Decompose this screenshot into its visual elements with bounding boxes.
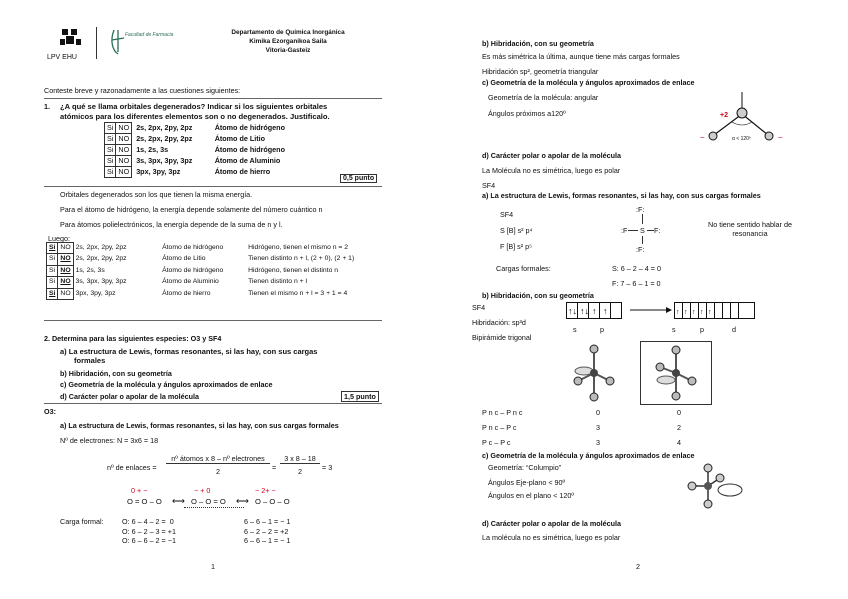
luego-row: [47, 277, 357, 288]
rule: [44, 320, 382, 321]
no-box[interactable]: NO: [116, 123, 132, 134]
svg-text:↑: ↑: [700, 309, 704, 316]
faculty-logo-icon: [108, 26, 174, 58]
dept-line-1: Departamento de Química Inorgánica: [231, 29, 345, 36]
lewis-s-conf: S [B] s² p⁴: [500, 226, 533, 235]
o3-electrons: Nº de electrones: N = 3x6 = 18: [60, 436, 159, 445]
o3-charges-2: − + 0: [194, 486, 211, 495]
cargas-s: S: 6 – 2 – 4 = 0: [612, 264, 661, 273]
repulsion-value-2: 4: [677, 438, 681, 447]
svg-text:↑↓: ↑↓: [568, 306, 577, 316]
carga-col-2: 6 – 6 – 1 = − 1 6 – 2 – 2 = +2 6 – 6 – 1 = − 1: [244, 517, 291, 545]
orbitals: 3s, 3px, 3py, 3pz: [75, 278, 127, 286]
atom: Átomo de hierro: [162, 289, 211, 297]
q2-line: 2. Determina para las siguientes especies: O3 y SF4: [44, 334, 222, 343]
page-number-2: 2: [636, 562, 640, 571]
q1-option-row: [105, 145, 317, 156]
orbitals: 2s, 2px, 2py, 2pz: [136, 123, 193, 132]
frac1-num: nº átomos x 8 – nº electrones: [166, 454, 270, 464]
logo-left-text: LPV EHU: [47, 54, 77, 61]
orbital-d-label: d: [732, 325, 736, 334]
repulsion-value-2: 2: [677, 423, 681, 432]
equals: =: [272, 463, 277, 472]
dept-line-3: Vitoria-Gasteiz: [265, 47, 311, 54]
si-box[interactable]: Si: [105, 123, 116, 134]
orbital-s-label-1: s: [573, 325, 577, 334]
logo-divider: [96, 27, 97, 59]
reason: Tienen distinto n + l, (2 + 0), (2 + 1): [248, 255, 355, 263]
p2-d-line: La Molécula no es simétrica, luego es polar: [482, 166, 621, 175]
mol1-charge-left: −: [700, 133, 705, 142]
mol1-charge-top: +2: [720, 112, 728, 119]
reason: Hidrógeno, tienen el mismo n = 2: [248, 244, 349, 251]
c2-line2: Ángulos Eje-plano < 90º: [488, 478, 566, 487]
enlaces-result: = 3: [322, 463, 333, 472]
q1-answer-3: Para átomos polielectrónicos, la energía depende de la suma de n y l.: [60, 220, 283, 229]
no-box[interactable]: NO: [116, 156, 132, 167]
rule: [44, 186, 382, 187]
o3-resonance-3: O – O – O: [255, 497, 290, 506]
si-box[interactable]: Si: [47, 265, 58, 276]
repulsion-label: P c – P c: [482, 438, 511, 447]
q1-answer-1: Orbitales degenerados son los que tienen la misma energía.: [60, 190, 253, 199]
o3-charges-1: 0 + −: [131, 486, 148, 495]
q1-options-table: [104, 122, 317, 178]
resonance-arrow: ⟷: [236, 496, 249, 506]
no-box[interactable]: NO: [58, 243, 73, 254]
o3-resonance-1: O = O – O: [127, 497, 162, 506]
si-box[interactable]: Si: [47, 277, 58, 288]
luego-row: [47, 254, 357, 265]
o3-a: a) La estructura de Lewis, formas resonantes, si las hay, con sus cargas formales: [60, 421, 339, 430]
q1-option-row: [105, 134, 317, 145]
no-sentido: No tiene sentido hablar de: [708, 220, 792, 229]
repulsion-value-1: 3: [596, 438, 600, 447]
repulsion-value-1: 0: [596, 408, 600, 417]
q2-a2: formales: [74, 356, 106, 365]
luego-label: Luego:: [48, 234, 70, 243]
lewis-f-bottom: :F:: [636, 245, 645, 254]
p2-b-line1: Es más simétrica la última, aunque tiene más cargas formales: [482, 52, 680, 61]
atom: Átomo de hidrógeno: [214, 123, 285, 132]
lewis-f-conf: F [B] s² p⁵: [500, 242, 533, 251]
svg-text:↑: ↑: [676, 309, 680, 316]
lewis-s: S: [640, 226, 645, 235]
o3-charges-3: − 2+ −: [255, 486, 276, 495]
q1-option-row: [105, 156, 317, 167]
atom: Átomo de Aluminio: [214, 156, 281, 165]
q1-option-row: [105, 123, 317, 134]
no-box[interactable]: NO: [58, 265, 73, 276]
orbitals: 2s, 2px, 2py, 2pz: [75, 255, 127, 263]
frac1-den: 2: [216, 467, 220, 476]
lewis-f-right: F:: [654, 226, 661, 235]
no-box[interactable]: NO: [116, 167, 132, 178]
q2-d: d) Carácter polar o apolar de la molécula: [60, 392, 200, 401]
no-box[interactable]: NO: [58, 277, 73, 288]
no-box[interactable]: NO: [116, 145, 132, 156]
q2-b: b) Hibridación, con su geometría: [60, 369, 172, 378]
cargas-f: F: 7 – 6 – 1 = 0: [612, 279, 661, 288]
svg-text:↑: ↑: [692, 309, 696, 316]
si-box[interactable]: Si: [105, 167, 116, 178]
atom: Átomo de Litio: [162, 255, 206, 263]
svg-text:↑: ↑: [603, 306, 608, 316]
q2-points: 1,5 punto: [341, 391, 379, 402]
repulsion-label: P n c – P n c: [482, 408, 523, 417]
p2-b-line2: Hibridación sp², geometría triangular: [482, 67, 599, 76]
orbitals: 3px, 3py, 3pz: [136, 167, 181, 176]
q1-line1: ¿A qué se llama orbitales degenerados? Indicar si los siguientes orbitales: [60, 102, 328, 111]
si-box[interactable]: Si: [47, 243, 58, 254]
sf4-a-title: a) La estructura de Lewis, formas resonantes, si las hay, con sus cargas formales: [482, 191, 761, 200]
q1-points: 0,5 punto: [340, 174, 377, 183]
cargas-label: Cargas formales:: [496, 264, 551, 273]
p2-c-line2: Ángulos próximos a120º: [488, 109, 566, 118]
atom: Átomo de Litio: [214, 134, 265, 143]
luego-row: [47, 288, 357, 299]
page-number-1: 1: [211, 562, 215, 571]
orbital-p-label-2: p: [700, 325, 704, 334]
orbitals: 1s, 2s, 3s: [136, 145, 169, 154]
o3-angular-molecule: [700, 90, 790, 150]
orbitals: 2s, 2px, 2py, 2pz: [136, 134, 193, 143]
rule: [44, 403, 382, 404]
rule: [44, 98, 382, 99]
sf4-label: SF4: [482, 181, 496, 190]
carga-col-1: O: 6 – 4 – 2 = 0 O: 6 – 2 – 3 = +1 O: 6 – 6 – 2 = −1: [122, 517, 176, 545]
si-box[interactable]: Si: [47, 288, 58, 299]
lone-pairs: [184, 507, 244, 508]
bond: [628, 230, 638, 231]
reason: Hidrógeno, tienen el distinto n: [248, 266, 339, 274]
dept-line-2: Kimika Ezorganikoa Saila: [249, 38, 327, 45]
luego-row: [47, 243, 357, 254]
orbitals: 1s, 2s, 3s: [75, 266, 105, 274]
c2-line3: Ángulos en el plano < 120º: [488, 491, 574, 500]
no-box[interactable]: NO: [116, 134, 132, 145]
svg-text:↑: ↑: [684, 309, 688, 316]
hibridacion: Hibridación: sp³d: [472, 318, 526, 327]
p2-b2-title: b) Hibridación, con su geometría: [482, 291, 594, 300]
bipiramide: Bipirámide trigonal: [472, 333, 532, 342]
q1-option-row: [105, 167, 317, 178]
no-box[interactable]: NO: [58, 254, 73, 265]
orbital-p-label-1: p: [600, 325, 604, 334]
si-box[interactable]: Si: [105, 134, 116, 145]
p2-c-title: c) Geometría de la molécula y ángulos aproximados de enlace: [482, 78, 695, 87]
sf4-small: SF4: [472, 303, 486, 312]
q1-line2: atómicos para los diferentes elementos son o no degenerados. Justificalo.: [60, 112, 330, 121]
atom: Átomo de hidrógeno: [214, 145, 285, 154]
lewis-f-top: :F:: [636, 205, 645, 214]
faculty-logo-text: Facultad de Farmacia: [125, 32, 174, 38]
svg-text:↑↓: ↑↓: [580, 306, 589, 316]
repulsion-value-2: 0: [677, 408, 681, 417]
c2-line1: Geometría: “Columpio”: [488, 463, 562, 472]
bond: [642, 236, 643, 244]
repulsion-label: P n c – P c: [482, 423, 517, 432]
mol1-charge-right: −: [778, 133, 783, 142]
o3-resonance-2: O – O = O: [191, 497, 226, 506]
si-box[interactable]: Si: [105, 156, 116, 167]
orbital-diagram: [566, 302, 756, 322]
repulsion-value-1: 3: [596, 423, 600, 432]
q1-answer-2: Para el átomo de hidrógeno, la energía depende solamente del número cuántico n: [60, 205, 323, 214]
frac2-den: 2: [298, 467, 302, 476]
sf4-seesaw-molecule: [686, 462, 746, 508]
bond: [647, 230, 654, 231]
orbitals: 3px, 3py, 3pz: [75, 289, 116, 297]
p2-b-title: b) Hibridación, con su geometría: [482, 39, 594, 48]
p2-c2-title: c) Geometría de la molécula y ángulos aproximados de enlace: [482, 451, 695, 460]
no-box[interactable]: NO: [58, 288, 73, 299]
p2-c-line1: Geometría de la molécula: angular: [488, 93, 599, 102]
university-logo-icon: [58, 27, 84, 51]
q1-number: 1.: [44, 102, 50, 111]
lewis-sf4: SF4: [500, 210, 514, 219]
orbitals: 3s, 3px, 3py, 3pz: [136, 156, 193, 165]
intro-text: Conteste breve y razonadamente a las cuestiones siguientes:: [44, 86, 241, 95]
atom: Átomo de hierro: [214, 167, 271, 176]
luego-row: [47, 265, 357, 276]
no-sentido-2: resonancia: [732, 229, 768, 238]
o3-title: O3:: [44, 407, 56, 416]
lewis-f-left: :F: [621, 226, 628, 235]
atom: Átomo de hidrógeno: [162, 244, 224, 251]
enlaces-label: nº de enlaces =: [107, 463, 157, 472]
atom: Átomo de hidrógeno: [162, 266, 224, 274]
atom: Átomo de Aluminio: [162, 278, 219, 286]
resonance-arrow: ⟷: [172, 496, 185, 506]
si-box[interactable]: Si: [47, 254, 58, 265]
frac2-num: 3 x 8 – 18: [280, 454, 320, 464]
svg-text:↑: ↑: [592, 306, 597, 316]
d2-line: La molécula no es simétrica, luego es polar: [482, 533, 621, 542]
q2-c: c) Geometría de la molécula y ángulos aproximados de enlace: [60, 380, 273, 389]
bond: [642, 214, 643, 224]
svg-text:↑: ↑: [708, 309, 712, 316]
sf4-structure-1: [572, 343, 618, 403]
si-box[interactable]: Si: [105, 145, 116, 156]
mol1-angle: α < 120º: [732, 136, 751, 142]
p2-d-title: d) Carácter polar o apolar de la molécula: [482, 151, 622, 160]
q2-a: a) La estructura de Lewis, formas resonantes, si las hay, con sus cargas: [60, 347, 318, 356]
carga-formal-label: Carga formal:: [60, 517, 104, 526]
reason: Tienen el mismo n + l = 3 + 1 = 4: [248, 289, 348, 297]
reason: Tienen distinto n + l: [248, 278, 308, 286]
p2-d2-title: d) Carácter polar o apolar de la molécula: [482, 519, 622, 528]
sf4-structure-2: [652, 345, 700, 401]
orbital-s-label-2: s: [672, 325, 676, 334]
luego-table: [46, 242, 357, 300]
orbitals: 2s, 2px, 2py, 2pz: [75, 244, 127, 251]
